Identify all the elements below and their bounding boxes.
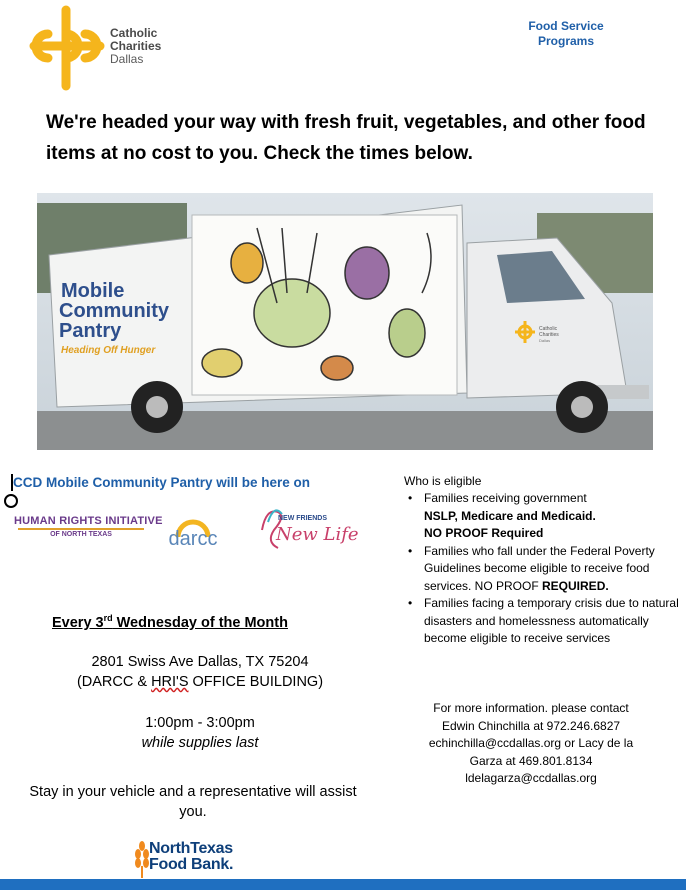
mobile-pantry-truck-image <box>37 193 653 450</box>
circle-marker-icon <box>4 494 18 508</box>
list-item: • Families who fall under the Federal Poverty Guidelines become eligible to receive food services. NO PROOF REQUIRED. <box>424 543 680 596</box>
schedule-heading: Every 3rd Wednesday of the Month <box>52 613 288 631</box>
truck-side-title-1: Mobile <box>61 280 125 302</box>
stay-in-vehicle-message: Stay in your vehicle and a representative will assist you. <box>29 784 357 820</box>
pantry-location-heading: CCD Mobile Community Pantry will be here on <box>13 475 311 490</box>
new-friends-title: NEW FRIENDS <box>278 515 327 522</box>
program-title: Food Service Programs <box>528 19 604 48</box>
hri-logo: HUMAN RIGHTS INITIATIVE OF NORTH TEXAS <box>14 515 163 538</box>
list-item: • Families receiving government NSLP, Medicare and Medicaid. NO PROOF Required <box>424 490 680 543</box>
building-line: (DARCC & HRI'S OFFICE BUILDING) <box>76 674 324 690</box>
eligibility-title: Who is eligible <box>404 474 482 488</box>
cab-logo-1: Catholic <box>539 326 558 332</box>
headline: We're headed your way with fresh fruit, vegetables, and other food items at no cost to you. Check the times below. <box>46 112 646 164</box>
cab-logo-2: Charities <box>539 332 559 338</box>
truck-side-tagline: Heading Off Hunger <box>61 345 156 356</box>
address-line: 2801 Swiss Ave Dallas, TX 75204 <box>91 654 309 670</box>
darcc-logo-text: darcc <box>168 528 218 550</box>
contact-info: For more information. please contact Edwin Chinchilla at 972.246.6827 echinchilla@ccdallas.org or Lacy de la Garza at 469.801.8134 ldelagarza@ccdallas.org <box>428 701 634 785</box>
truck-side-title-3: Pantry <box>59 320 122 342</box>
eligibility-list <box>402 490 680 648</box>
truck-side-title-2: Community <box>59 300 169 322</box>
org-name: Catholic Charities Dallas <box>110 26 162 66</box>
cab-logo-3: Dallas <box>539 338 551 343</box>
supplies-note: while supplies last <box>141 735 259 751</box>
food-bank-logo: NorthTexas Food Bank. <box>149 840 234 873</box>
hours: 1:00pm - 3:00pm <box>145 715 255 731</box>
list-item: • Families facing a temporary crisis due to natural disasters and homelessness automatically become eligible to receive services <box>424 595 680 648</box>
new-friends-script: New Life <box>276 524 359 545</box>
time-block <box>40 713 360 753</box>
footer-bar <box>0 879 686 890</box>
address-block <box>40 652 360 692</box>
